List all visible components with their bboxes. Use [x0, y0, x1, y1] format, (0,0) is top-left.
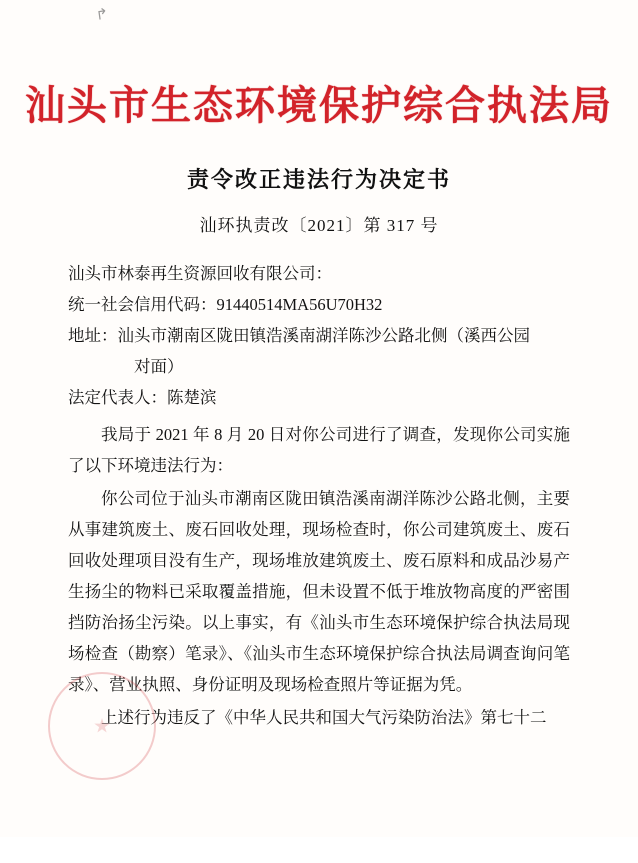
paragraph-facts: 你公司位于汕头市潮南区陇田镇浩溪南湖洋陈沙公路北侧，主要从事建筑废土、废石回收处理，现场检查时，你公司建筑废土、废石回收处理项目没有生产，现场堆放建筑废土、废石原料和成品沙易产生扬尘的物料已采取覆盖措施，但未设置不低于堆放物高度的严密围挡防治扬尘污染。以上事实，有《汕头市生态环境保护综合执法局现场检查（勘察）笔录》、《汕头市生态环境保护综合执法局调查询问笔录》、营业执照、身份证明及现场检查照片等证据为凭。	[68, 489, 570, 694]
credit-code-line: 统一社会信用代码：91440514MA56U70H32	[68, 295, 383, 314]
organization-title: 汕头市生态环境保护综合执法局	[25, 83, 613, 128]
page-bottom-margin	[0, 837, 638, 863]
recipient-line: 汕头市林泰再生资源回收有限公司：	[68, 264, 332, 283]
paragraph-violation: 上述行为违反了《中华人民共和国大气污染防治法》第七十二	[101, 708, 547, 727]
document-title: 责令改正违法行为决定书	[186, 167, 451, 192]
scan-artifact-icon: ↱	[94, 6, 110, 24]
document-body	[68, 258, 570, 733]
document-number: 汕环执责改〔2021〕第 317 号	[199, 216, 439, 235]
legal-representative-line: 法定代表人：陈楚滨	[68, 388, 217, 407]
paragraph-investigation: 我局于 2021 年 8 月 20 日对你公司进行了调查，发现你公司实施了以下环境违法行为：	[68, 425, 570, 475]
address-line: 地址：汕头市潮南区陇田镇浩溪南湖洋陈沙公路北侧（溪西公园	[68, 326, 530, 345]
address-line-continued: 对面）	[134, 357, 184, 376]
